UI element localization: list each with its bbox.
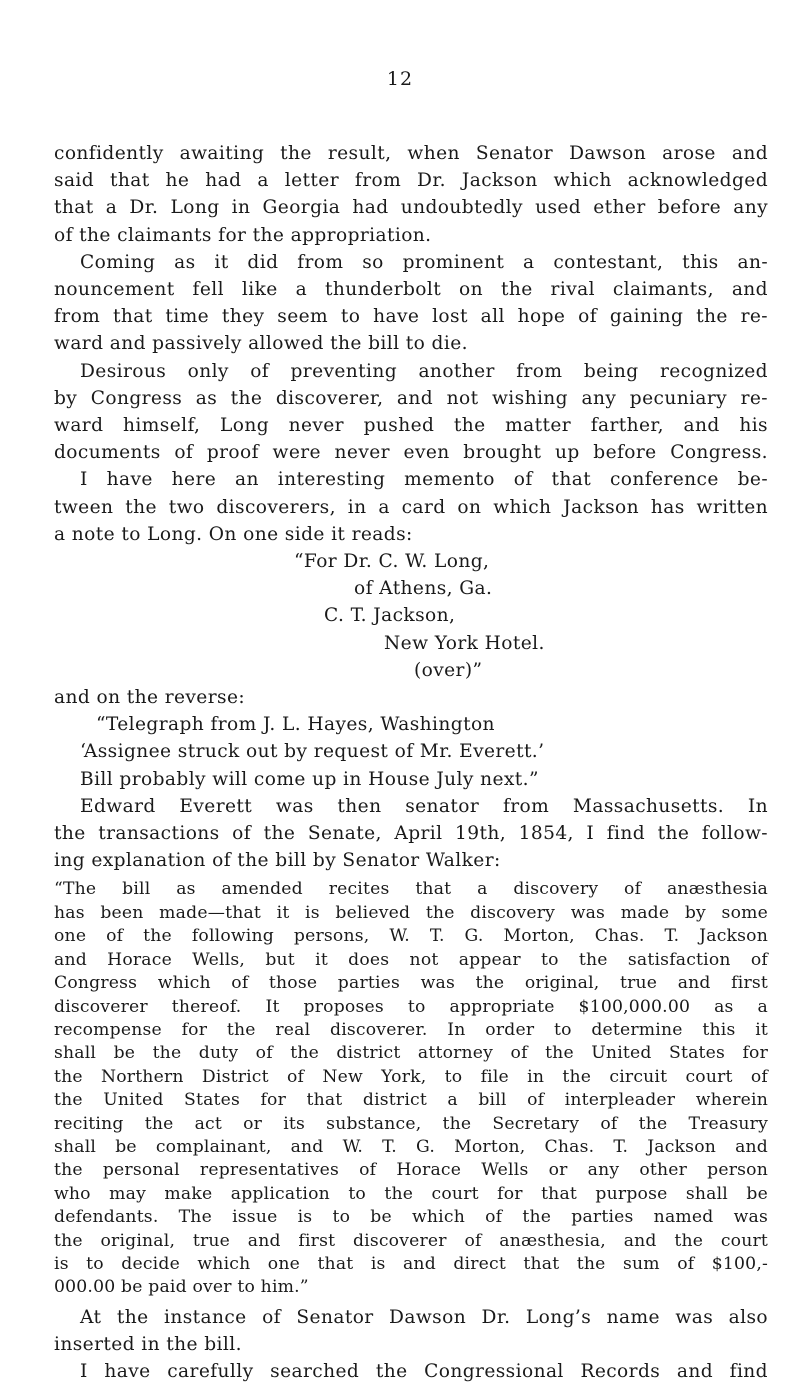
- text-line: from that time they seem to have lost all hope of gaining the re-: [54, 306, 768, 328]
- quote-line: Congress which of those parties was the original, true and first: [54, 973, 768, 994]
- quote-line: who may make application to the court for that purpose shall be: [54, 1183, 768, 1204]
- card-line: “Telegraph from J. L. Hayes, Washington: [96, 714, 495, 736]
- card-line: C. T. Jackson,: [324, 605, 456, 627]
- text-line: documents of proof were never even brought up before Congress.: [54, 442, 768, 464]
- reverse-intro: and on the reverse:: [54, 687, 246, 709]
- card-front-quote: [54, 548, 768, 684]
- card-line: ‘Assignee struck out by request of Mr. Everett.’: [80, 741, 545, 763]
- quote-line: discoverer thereof. It proposes to appropriate $100,000.00 as a: [54, 996, 768, 1017]
- quote-line: and Horace Wells, but it does not appear to the satisfaction of: [54, 949, 768, 970]
- paragraph-1: [54, 140, 768, 249]
- paragraph-2: [54, 249, 768, 358]
- card-line: New York Hotel.: [384, 632, 545, 654]
- quote-line: 000.00 be paid over to him.”: [54, 1277, 309, 1298]
- paragraph-3: [54, 358, 768, 467]
- page-number: 12: [386, 68, 414, 90]
- text-line: tween the two discoverers, in a card on which Jackson has written: [54, 496, 768, 518]
- quote-line: has been made—that it is believed the discovery was made by some: [54, 902, 768, 923]
- text-line: of the claimants for the appropriation.: [54, 224, 432, 246]
- card-line: “For Dr. C. W. Long,: [294, 551, 490, 573]
- paragraph-7: [54, 1358, 768, 1385]
- quote-line: shall be complainant, and W. T. G. Morton, Chas. T. Jackson and: [54, 1136, 768, 1157]
- card-line: (over)”: [414, 659, 483, 681]
- text-line: that a Dr. Long in Georgia had undoubtedly used ether before any: [54, 197, 768, 219]
- text-line: Coming as it did from so prominent a contestant, this an-: [80, 251, 768, 273]
- text-line: by Congress as the discoverer, and not wishing any pecuniary re-: [54, 387, 768, 409]
- text-line: Edward Everett was then senator from Massachusetts. In: [80, 795, 768, 817]
- text-line: confidently awaiting the result, when Senator Dawson arose and: [54, 143, 768, 164]
- text-line: At the instance of Senator Dawson Dr. Long’s name was also: [80, 1306, 768, 1328]
- text-line: a note to Long. On one side it reads:: [54, 523, 413, 545]
- text-line: ward himself, Long never pushed the matter farther, and his: [54, 415, 768, 437]
- text-line: I have here an interesting memento of that conference be-: [80, 469, 768, 491]
- senate-quote: [54, 878, 768, 1299]
- card-line: Bill probably will come up in House July next.”: [80, 768, 539, 790]
- quote-line: one of the following persons, W. T. G. Morton, Chas. T. Jackson: [54, 926, 768, 947]
- text-line: ing explanation of the bill by Senator Walker:: [54, 850, 501, 872]
- text-line: Desirous only of preventing another from being recognized: [80, 360, 768, 382]
- quote-line: the United States for that district a bill of interpleader wherein: [54, 1090, 768, 1111]
- text-line: I have carefully searched the Congressional Records and find: [80, 1361, 768, 1383]
- quote-line: reciting the act or its substance, the Secretary of the Treasury: [54, 1113, 768, 1134]
- text-line: the transactions of the Senate, April 19th, 1854, I find the follow-: [54, 823, 768, 845]
- quote-line: shall be the duty of the district attorney of the United States for: [54, 1043, 768, 1064]
- text-line: said that he had a letter from Dr. Jackson which acknowledged: [54, 170, 768, 192]
- body-text: [54, 140, 768, 1385]
- text-line: inserted in the bill.: [54, 1334, 242, 1355]
- quote-line: recompense for the real discoverer. In order to determine this it: [54, 1019, 768, 1040]
- text-line: ward and passively allowed the bill to die.: [54, 333, 468, 355]
- quote-line: the personal representatives of Horace Wells or any other person: [54, 1160, 768, 1181]
- quote-line: the Northern District of New York, to file in the circuit court of: [54, 1066, 768, 1087]
- paragraph-6: [54, 1304, 768, 1358]
- paragraph-4: [54, 466, 768, 548]
- quote-line: the original, true and first discoverer of anæsthesia, and the court: [54, 1230, 768, 1251]
- card-line: of Athens, Ga.: [354, 578, 493, 600]
- quote-line: is to decide which one that is and direct that the sum of $100,-: [54, 1253, 768, 1274]
- quote-line: “The bill as amended recites that a discovery of anæsthesia: [54, 879, 768, 900]
- paragraph-5: [54, 793, 768, 875]
- card-back-quote: [54, 711, 768, 793]
- text-line: nouncement fell like a thunderbolt on the rival claimants, and: [54, 279, 768, 301]
- quote-line: defendants. The issue is to be which of the parties named was: [54, 1207, 768, 1228]
